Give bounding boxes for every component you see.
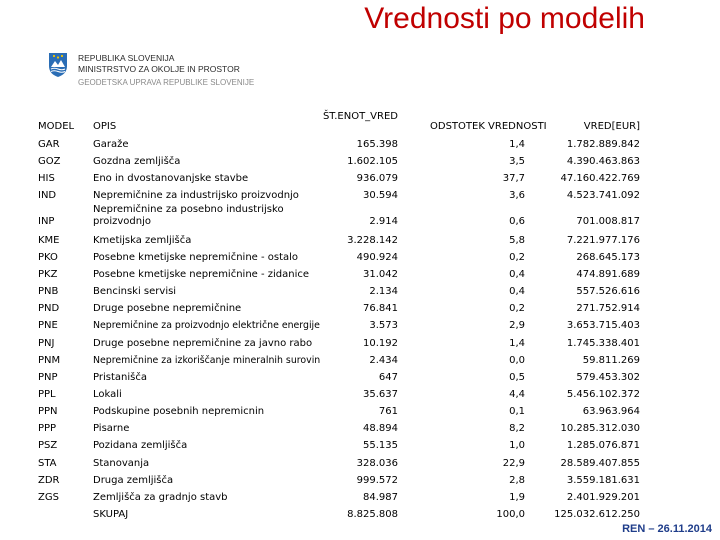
cell-opis: Posebne kmetijske nepremičnine - zidanice (93, 269, 310, 280)
cell-vred: 3.559.181.631 (566, 475, 640, 486)
header-model: MODEL (38, 121, 75, 132)
cell-st: 647 (378, 372, 398, 383)
cell-vred: 63.963.964 (582, 406, 640, 417)
cell-st: 30.594 (363, 190, 398, 201)
cell-model: STA (38, 458, 57, 469)
cell-pct: 1,9 (509, 492, 525, 503)
cell-pct: 0,4 (509, 269, 525, 280)
cell-model: PNE (38, 320, 58, 331)
cell-opis: Lokali (93, 389, 122, 400)
header-st-enot: ŠT.ENOT_VRED (322, 111, 398, 122)
footer-note: REN – 26.11.2014 (622, 523, 712, 535)
cell-opis: Pristanišča (93, 372, 147, 383)
cell-st: 84.987 (363, 492, 398, 503)
cell-st: 55.135 (363, 440, 398, 451)
cell-model: PKZ (38, 269, 58, 280)
cell-pct: 1,4 (509, 139, 525, 150)
cell-opis: Gozdna zemljišča (93, 156, 181, 167)
cell-st: 490.924 (356, 252, 398, 263)
cell-pct: 0,1 (509, 406, 525, 417)
cell-opis: Podskupine posebnih nepremicnin (93, 406, 265, 417)
cell-vred: 271.752.914 (576, 303, 640, 314)
ministry-line-2: MINISTRSTVO ZA OKOLJE IN PROSTOR (78, 64, 240, 74)
cell-model: PNP (38, 372, 58, 383)
cell-st: 1.602.105 (347, 156, 398, 167)
cell-vred: 1.782.889.842 (566, 139, 640, 150)
cell-opis: Druge posebne nepremičnine za javno rabo (93, 338, 313, 349)
cell-vred: 701.008.817 (576, 216, 640, 227)
cell-vred: 268.645.173 (576, 252, 640, 263)
cell-vred: 10.285.312.030 (560, 423, 640, 434)
cell-model: PPL (38, 389, 56, 400)
cell-pct: 0,2 (509, 303, 525, 314)
cell-opis: Pozidana zemljišča (93, 440, 188, 451)
cell-opis: Druge posebne nepremičnine (93, 303, 242, 314)
cell-st: 48.894 (363, 423, 398, 434)
cell-model: PKO (38, 252, 58, 263)
page-title: Vrednosti po modelih (364, 2, 645, 35)
cell-pct: 0,4 (509, 286, 525, 297)
cell-st: 3.228.142 (347, 235, 398, 246)
cell-vred: 2.401.929.201 (566, 492, 640, 503)
cell-model: PSZ (38, 440, 58, 451)
cell-vred: 47.160.422.769 (560, 173, 640, 184)
cell-pct: 1,0 (509, 440, 525, 451)
cell-model: ZGS (38, 492, 59, 503)
cell-model: HIS (38, 173, 55, 184)
cell-opis: Nepremičnine za posebno industrijsko proizvodnjo (93, 204, 284, 227)
cell-opis: Stanovanja (93, 458, 150, 469)
cell-st: 10.192 (363, 338, 398, 349)
ministry-line-1: REPUBLIKA SLOVENIJA (78, 53, 175, 63)
cell-opis: Bencinski servisi (93, 286, 177, 297)
header-vred: VRED[EUR] (583, 121, 640, 132)
cell-pct: 3,5 (509, 156, 525, 167)
cell-vred: 28.589.407.855 (560, 458, 640, 469)
cell-model: ZDR (38, 475, 60, 486)
cell-st: 936.079 (356, 173, 398, 184)
cell-opis: Pisarne (93, 423, 130, 434)
cell-opis: Kmetijska zemljišča (93, 235, 192, 246)
cell-st: 2.914 (369, 216, 398, 227)
cell-vred: 5.456.102.372 (566, 389, 640, 400)
cell-model: PPP (38, 423, 57, 434)
cell-pct: 22,9 (502, 458, 525, 469)
cell-opis: Nepremičnine za izkoriščanje mineralnih surovin (93, 355, 321, 366)
cell-vred: 7.221.977.176 (566, 235, 640, 246)
ministry-name (78, 53, 240, 75)
cell-model: PND (38, 303, 60, 314)
cell-model: PNJ (38, 338, 55, 349)
cell-pct: 8,2 (509, 423, 525, 434)
cell-vred: 579.453.302 (576, 372, 640, 383)
header-odstotek: ODSTOTEK VREDNOSTI (430, 121, 547, 132)
cell-model: PNB (38, 286, 59, 297)
cell-model: INP (38, 216, 55, 227)
cell-vred: 4.523.741.092 (566, 190, 640, 201)
cell-model: GOZ (38, 156, 61, 167)
cell-opis: Eno in dvostanovanjske stavbe (93, 173, 249, 184)
total-st: 8.825.808 (347, 509, 398, 520)
cell-model: PPN (38, 406, 58, 417)
cell-pct: 0,2 (509, 252, 525, 263)
cell-st: 35.637 (363, 389, 398, 400)
cell-st: 31.042 (363, 269, 398, 280)
cell-pct: 37,7 (502, 173, 525, 184)
cell-vred: 3.653.715.403 (566, 320, 640, 331)
cell-vred: 557.526.616 (576, 286, 640, 297)
cell-vred: 1.745.338.401 (566, 338, 640, 349)
cell-vred: 1.285.076.871 (566, 440, 640, 451)
cell-st: 761 (378, 406, 398, 417)
cell-model: IND (38, 190, 57, 201)
cell-st: 3.573 (369, 320, 398, 331)
cell-opis: Posebne kmetijske nepremičnine - ostalo (93, 252, 299, 263)
total-label: SKUPAJ (93, 509, 129, 520)
cell-opis: Druga zemljišča (93, 475, 174, 486)
cell-pct: 2,8 (509, 475, 525, 486)
cell-vred: 59.811.269 (582, 355, 640, 366)
cell-opis: Zemljišča za gradnjo stavb (93, 492, 228, 503)
cell-pct: 4,4 (509, 389, 525, 400)
cell-model: PNM (38, 355, 61, 366)
cell-opis: Nepremičnine za industrijsko proizvodnjo (93, 190, 299, 201)
cell-pct: 5,8 (509, 235, 525, 246)
cell-vred: 4.390.463.863 (566, 156, 640, 167)
header-opis: OPIS (93, 121, 117, 132)
cell-st: 999.572 (356, 475, 398, 486)
cell-pct: 0,5 (509, 372, 525, 383)
total-pct: 100,0 (496, 509, 525, 520)
cell-pct: 0,6 (509, 216, 525, 227)
cell-st: 2.134 (369, 286, 398, 297)
cell-st: 165.398 (356, 139, 398, 150)
total-vred: 125.032.612.250 (554, 509, 640, 520)
cell-pct: 2,9 (509, 320, 525, 331)
cell-vred: 474.891.689 (576, 269, 640, 280)
cell-st: 2.434 (369, 355, 398, 366)
cell-pct: 1,4 (509, 338, 525, 349)
cell-opis: Garaže (93, 139, 129, 150)
coat-of-arms-icon (48, 52, 68, 78)
cell-model: KME (38, 235, 60, 246)
agency-name: GEODETSKA UPRAVA REPUBLIKE SLOVENIJE (78, 78, 255, 87)
cell-pct: 0,0 (509, 355, 525, 366)
cell-st: 328.036 (356, 458, 398, 469)
cell-st: 76.841 (363, 303, 398, 314)
cell-opis: Nepremičnine za proizvodnjo električne energije (93, 320, 320, 331)
cell-pct: 3,6 (509, 190, 525, 201)
cell-model: GAR (38, 139, 60, 150)
